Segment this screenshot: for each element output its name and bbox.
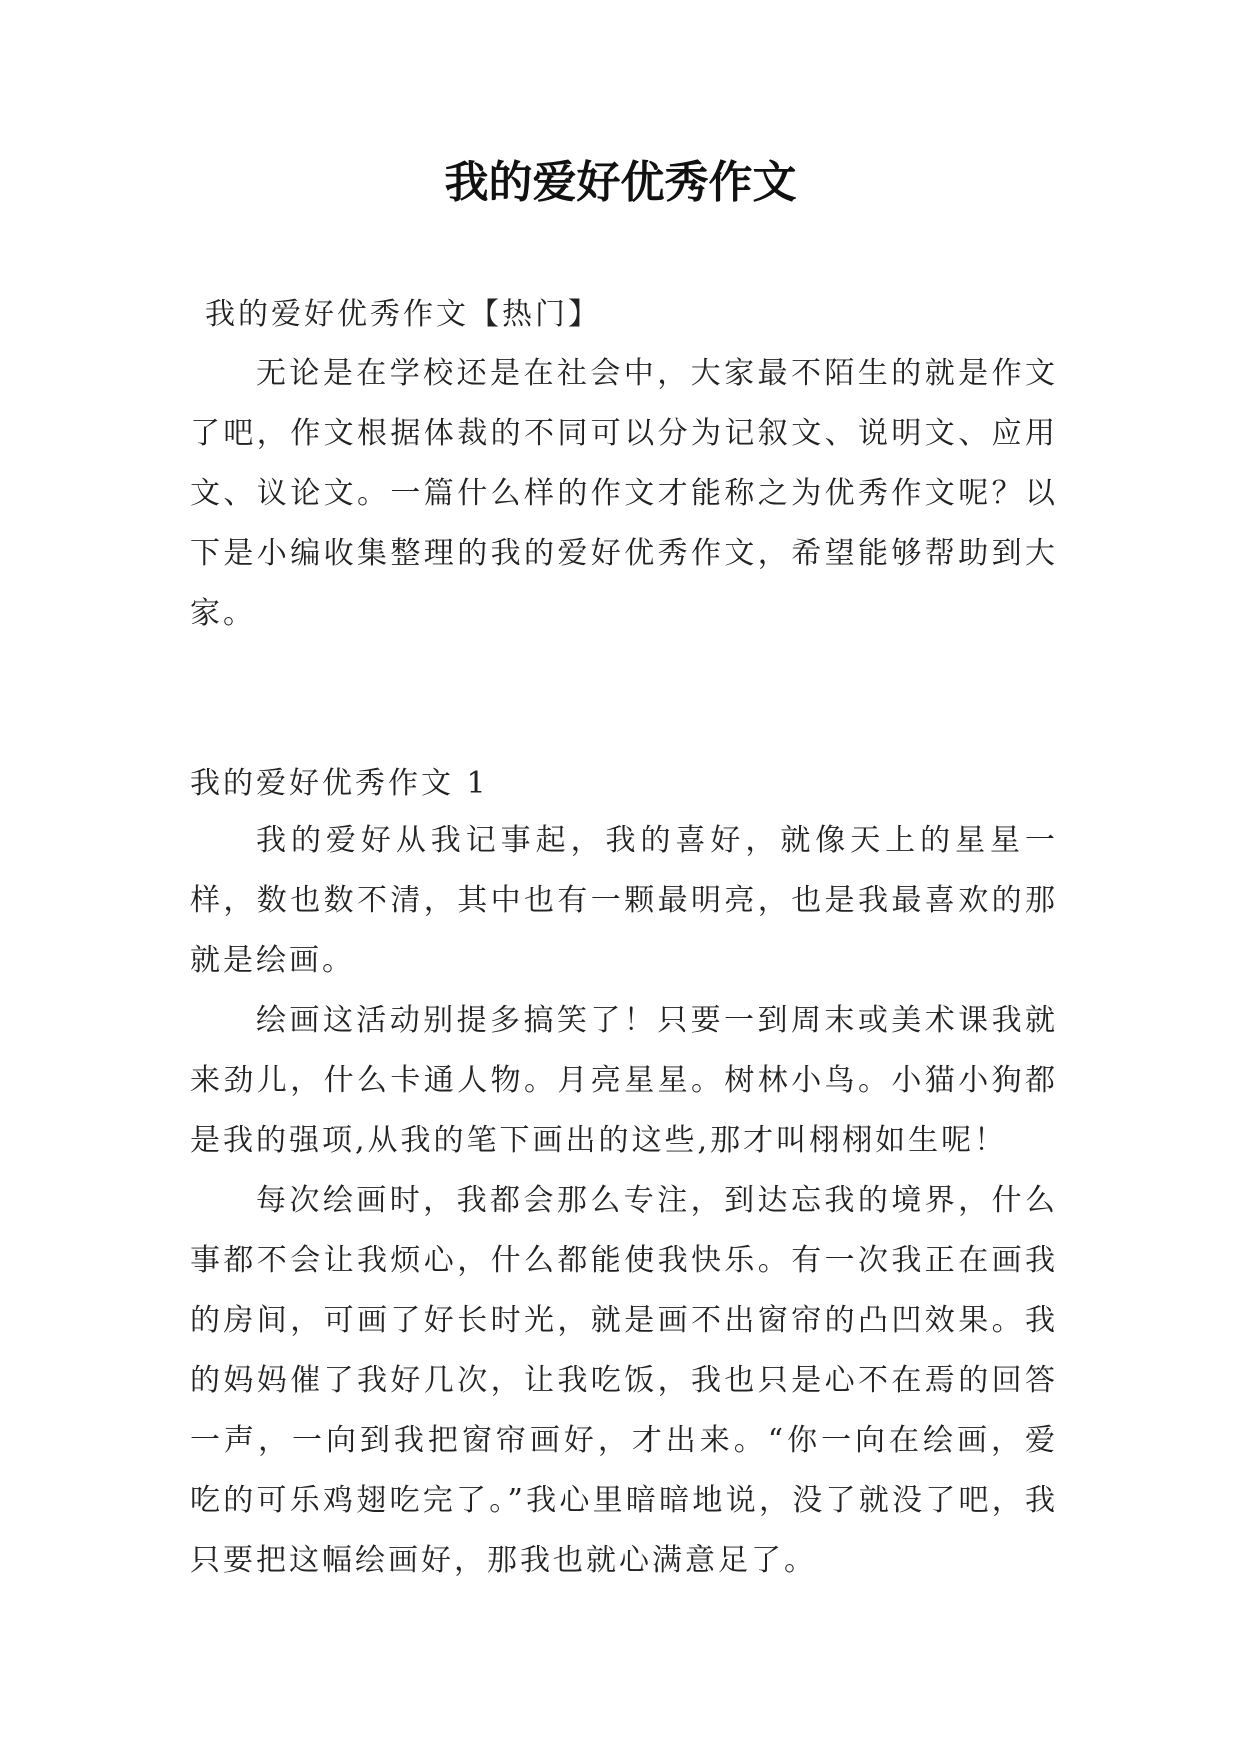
section-paragraph: 每次绘画时，我都会那么专注，到达忘我的境界，什么事都不会让我烦心，什么都能使我快乐。有一次我正在画我的房间，可画了好长时光，就是画不出窗帘的凸凹效果。我的妈妈催了我好几次，让我吃饭，我也只是心不在焉的回答一声，一向到我把窗帘画好，才出来。“你一向在绘画，爱吃的可乐鸡翅吃完了。”我心里暗暗地说，没了就没了吧，我只要把这幅绘画好，那我也就心满意足了。 bbox=[190, 1183, 1058, 1578]
intro-paragraph: 无论是在学校还是在社会中，大家最不陌生的就是作文了吧，作文根据体裁的不同可以分为记叙文、说明文、应用文、议论文。一篇什么样的作文才能称之为优秀作文呢？以下是小编收集整理的我的爱好优秀作文，希望能够帮助到大家。 bbox=[190, 356, 1058, 631]
section-paragraph: 绘画这活动别提多搞笑了！只要一到周末或美术课我就来劲儿，什么卡通人物。月亮星星。树林小鸟。小猫小狗都是我的强项,从我的笔下画出的这些,那才叫栩栩如生呢！ bbox=[190, 1003, 1058, 1158]
section-paragraph: 我的爱好从我记事起，我的喜好，就像天上的星星一样，数也数不清，其中也有一颗最明亮，也是我最喜欢的那就是绘画。 bbox=[190, 823, 1058, 978]
document-title: 我的爱好优秀作文 bbox=[444, 157, 797, 208]
section-body bbox=[190, 811, 1058, 1591]
hot-subtitle: 我的爱好优秀作文【热门】 bbox=[205, 297, 601, 332]
section-heading: 我的爱好优秀作文 1 bbox=[190, 766, 489, 801]
